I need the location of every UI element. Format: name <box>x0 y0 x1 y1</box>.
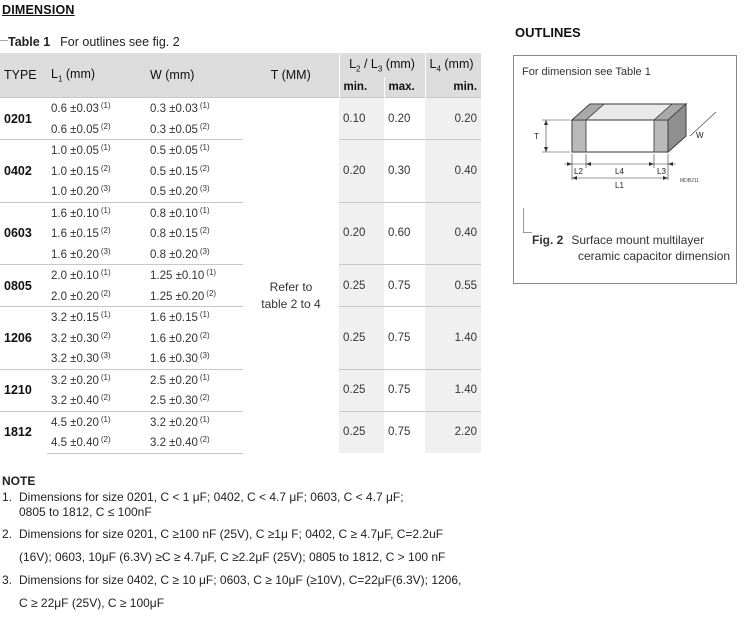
cell-w: 1.6 ±0.15 $^{(1)}$ <box>146 307 243 328</box>
cell-w: 0.3 ±0.03 $^{(1)}$ <box>146 98 243 119</box>
figure-number: Fig. 2 <box>532 233 564 247</box>
header-max: max. <box>384 77 425 98</box>
note-title: NOTE <box>2 474 36 488</box>
cell-l1: 4.5 ±0.20 $^{(1)}$ <box>47 411 146 432</box>
label-l4: L4 <box>615 167 624 176</box>
note-2 <box>2 527 445 565</box>
cell-l2-min: 0.25 <box>339 369 384 411</box>
table-row <box>0 369 481 390</box>
cell-l2-max: 0.75 <box>384 411 425 453</box>
cell-l1: 2.0 ±0.10 $^{(1)}$ <box>47 265 146 286</box>
note-2-line-2: (16V); 0603, 10μF (6.3V) ≥C ≥ 4.7μF, C ≥2.2μF (25V); 0805 to 1812, C > 100 nF <box>19 550 446 564</box>
cell-w: 0.8 ±0.10 $^{(1)}$ <box>146 202 243 223</box>
cell-l2-min: 0.25 <box>339 265 384 307</box>
label-l1: L1 <box>615 181 624 190</box>
header-t: T (MM) <box>243 53 339 98</box>
cell-w: 0.8 ±0.20 $^{(3)}$ <box>150 246 210 261</box>
note-1-line-2: 0805 to 1812, C ≤ 100nF <box>19 505 152 519</box>
capacitor-outline-drawing <box>520 92 730 202</box>
cell-l1: 1.0 ±0.20 $^{(3)}$ <box>51 184 111 199</box>
cell-type: 1812 <box>0 411 47 453</box>
note-3 <box>2 573 461 611</box>
cell-type: 0805 <box>0 265 47 307</box>
header-l4-min: min. <box>425 77 481 98</box>
cell-w: 2.5 ±0.30 $^{(2)}$ <box>150 393 210 408</box>
note-2-label: 2. <box>2 527 13 541</box>
cell-l2-max: 0.20 <box>384 98 425 140</box>
cell-l1: 3.2 ±0.30 $^{(3)}$ <box>51 351 111 366</box>
table-row <box>0 98 481 119</box>
table-caption <box>8 35 180 49</box>
cell-l2-min: 0.25 <box>339 307 384 370</box>
table-row <box>0 307 481 328</box>
cell-l2-min: 0.20 <box>339 202 384 265</box>
cell-w: 3.2 ±0.40 $^{(2)}$ <box>146 432 243 453</box>
table-row <box>0 411 481 432</box>
cell-type: 0201 <box>0 98 47 140</box>
header-w: W (mm) <box>146 53 243 98</box>
table-number: Table 1 <box>8 35 51 49</box>
cell-l4-min: 1.40 <box>425 307 481 370</box>
cell-l1: 4.5 ±0.40 $^{(2)}$ <box>47 432 146 453</box>
cell-w: 0.8 ±0.15 $^{(2)}$ <box>150 226 210 241</box>
header-l1: $L_1$ (mm) <box>47 53 146 98</box>
cell-l2-max: 0.75 <box>384 369 425 411</box>
label-l3: L3 <box>657 167 666 176</box>
cell-l4-min: 0.40 <box>425 140 481 203</box>
outline-box-caption: For dimension see Table 1 <box>522 66 651 78</box>
cell-l1: 1.0 ±0.15 $^{(2)}$ <box>51 163 111 178</box>
figure-caption <box>532 232 730 264</box>
cell-l1: 3.2 ±0.20 $^{(1)}$ <box>47 369 146 390</box>
note-3-label: 3. <box>2 573 13 587</box>
section-title: DIMENSION <box>2 3 75 17</box>
header-type: TYPE <box>0 53 47 98</box>
note-1-line-1: Dimensions for size 0201, C < 1 μF; 0402, C < 4.7 μF; 0603, C < 4.7 μF; <box>19 490 404 504</box>
cell-l1: 2.0 ±0.20 $^{(2)}$ <box>51 288 111 303</box>
note-3-line-2: C ≥ 22μF (25V), C ≥ 100μF <box>19 596 165 610</box>
cell-l2-min: 0.20 <box>339 140 384 203</box>
cell-w: 0.5 ±0.15 $^{(2)}$ <box>150 163 210 178</box>
cell-type: 1210 <box>0 369 47 411</box>
figure-rule <box>523 208 532 233</box>
cell-l1: 0.6 ±0.03 $^{(1)}$ <box>47 98 146 119</box>
cell-l2-max: 0.75 <box>384 265 425 307</box>
figure-caption-line-2: ceramic capacitor dimension <box>578 249 731 263</box>
cell-w: 2.5 ±0.20 $^{(1)}$ <box>146 369 243 390</box>
table-caption-text: For outlines see fig. 2 <box>60 35 180 49</box>
cell-w: 1.25 ±0.10 $^{(1)}$ <box>146 265 243 286</box>
cell-type: 0603 <box>0 202 47 265</box>
cell-l1: 3.2 ±0.40 $^{(2)}$ <box>51 393 111 408</box>
header-l2-l3: $L_2 / L_3$ (mm) <box>339 53 425 77</box>
cell-l2-min: 0.25 <box>339 411 384 453</box>
cell-l4-min: 1.40 <box>425 369 481 411</box>
cell-l2-min: 0.10 <box>339 98 384 140</box>
table-row <box>0 140 481 161</box>
label-t: T <box>534 132 539 141</box>
drawing-code: MDB211 <box>680 178 700 184</box>
cell-w: 1.6 ±0.20 $^{(2)}$ <box>150 330 210 345</box>
cell-l1: 3.2 ±0.15 $^{(1)}$ <box>47 307 146 328</box>
note-1-label: 1. <box>2 490 13 504</box>
cell-l1: 1.0 ±0.05 $^{(1)}$ <box>47 140 146 161</box>
header-min: min. <box>339 77 384 98</box>
cell-l2-max: 0.60 <box>384 202 425 265</box>
cell-l1: 1.6 ±0.15 $^{(2)}$ <box>51 226 111 241</box>
figure-caption-line-1: Surface mount multilayer <box>571 233 705 247</box>
cell-l2-max: 0.75 <box>384 307 425 370</box>
cell-l1: 3.2 ±0.30 $^{(2)}$ <box>51 330 111 345</box>
cell-l1: 1.6 ±0.20 $^{(3)}$ <box>51 246 111 261</box>
note-3-line-1: Dimensions for size 0402, C ≥ 10 μF; 0603, C ≥ 10μF (≥10V), C=22μF(6.3V); 1206, <box>19 573 462 587</box>
cell-l2-max: 0.30 <box>384 140 425 203</box>
cell-w: 1.25 ±0.20 $^{(2)}$ <box>150 288 217 303</box>
cell-l4-min: 2.20 <box>425 411 481 453</box>
cell-w: 0.3 ±0.05 $^{(2)}$ <box>150 121 210 136</box>
cell-w: 0.5 ±0.20 $^{(3)}$ <box>150 184 210 199</box>
header-l4: $L_4$ (mm) <box>425 53 481 77</box>
cell-w: 3.2 ±0.20 $^{(1)}$ <box>146 411 243 432</box>
cell-l1: 0.6 ±0.05 $^{(2)}$ <box>51 121 111 136</box>
outlines-title: OUTLINES <box>515 25 581 40</box>
table-row <box>0 265 481 286</box>
note-2-line-1: Dimensions for size 0201, C ≥100 nF (25V), C ≥1μ F; 0402, C ≥ 4.7μF, C=2.2uF <box>19 527 444 541</box>
outline-figure-box <box>513 55 737 284</box>
caption-rule <box>0 40 8 51</box>
cell-l4-min: 0.20 <box>425 98 481 140</box>
cell-type: 0402 <box>0 140 47 203</box>
label-l2: L2 <box>574 167 583 176</box>
cell-l1: 1.6 ±0.10 $^{(1)}$ <box>47 202 146 223</box>
dimension-table <box>0 53 481 454</box>
cell-t-reference: Refer to table 2 to 4 <box>243 98 339 454</box>
note-1 <box>2 490 404 520</box>
cell-l4-min: 0.40 <box>425 202 481 265</box>
label-w: W <box>696 131 704 140</box>
cell-w: 1.6 ±0.30 $^{(3)}$ <box>150 351 210 366</box>
cell-w: 0.5 ±0.05 $^{(1)}$ <box>146 140 243 161</box>
table-row <box>0 202 481 223</box>
cell-l4-min: 0.55 <box>425 265 481 307</box>
cell-type: 1206 <box>0 307 47 370</box>
